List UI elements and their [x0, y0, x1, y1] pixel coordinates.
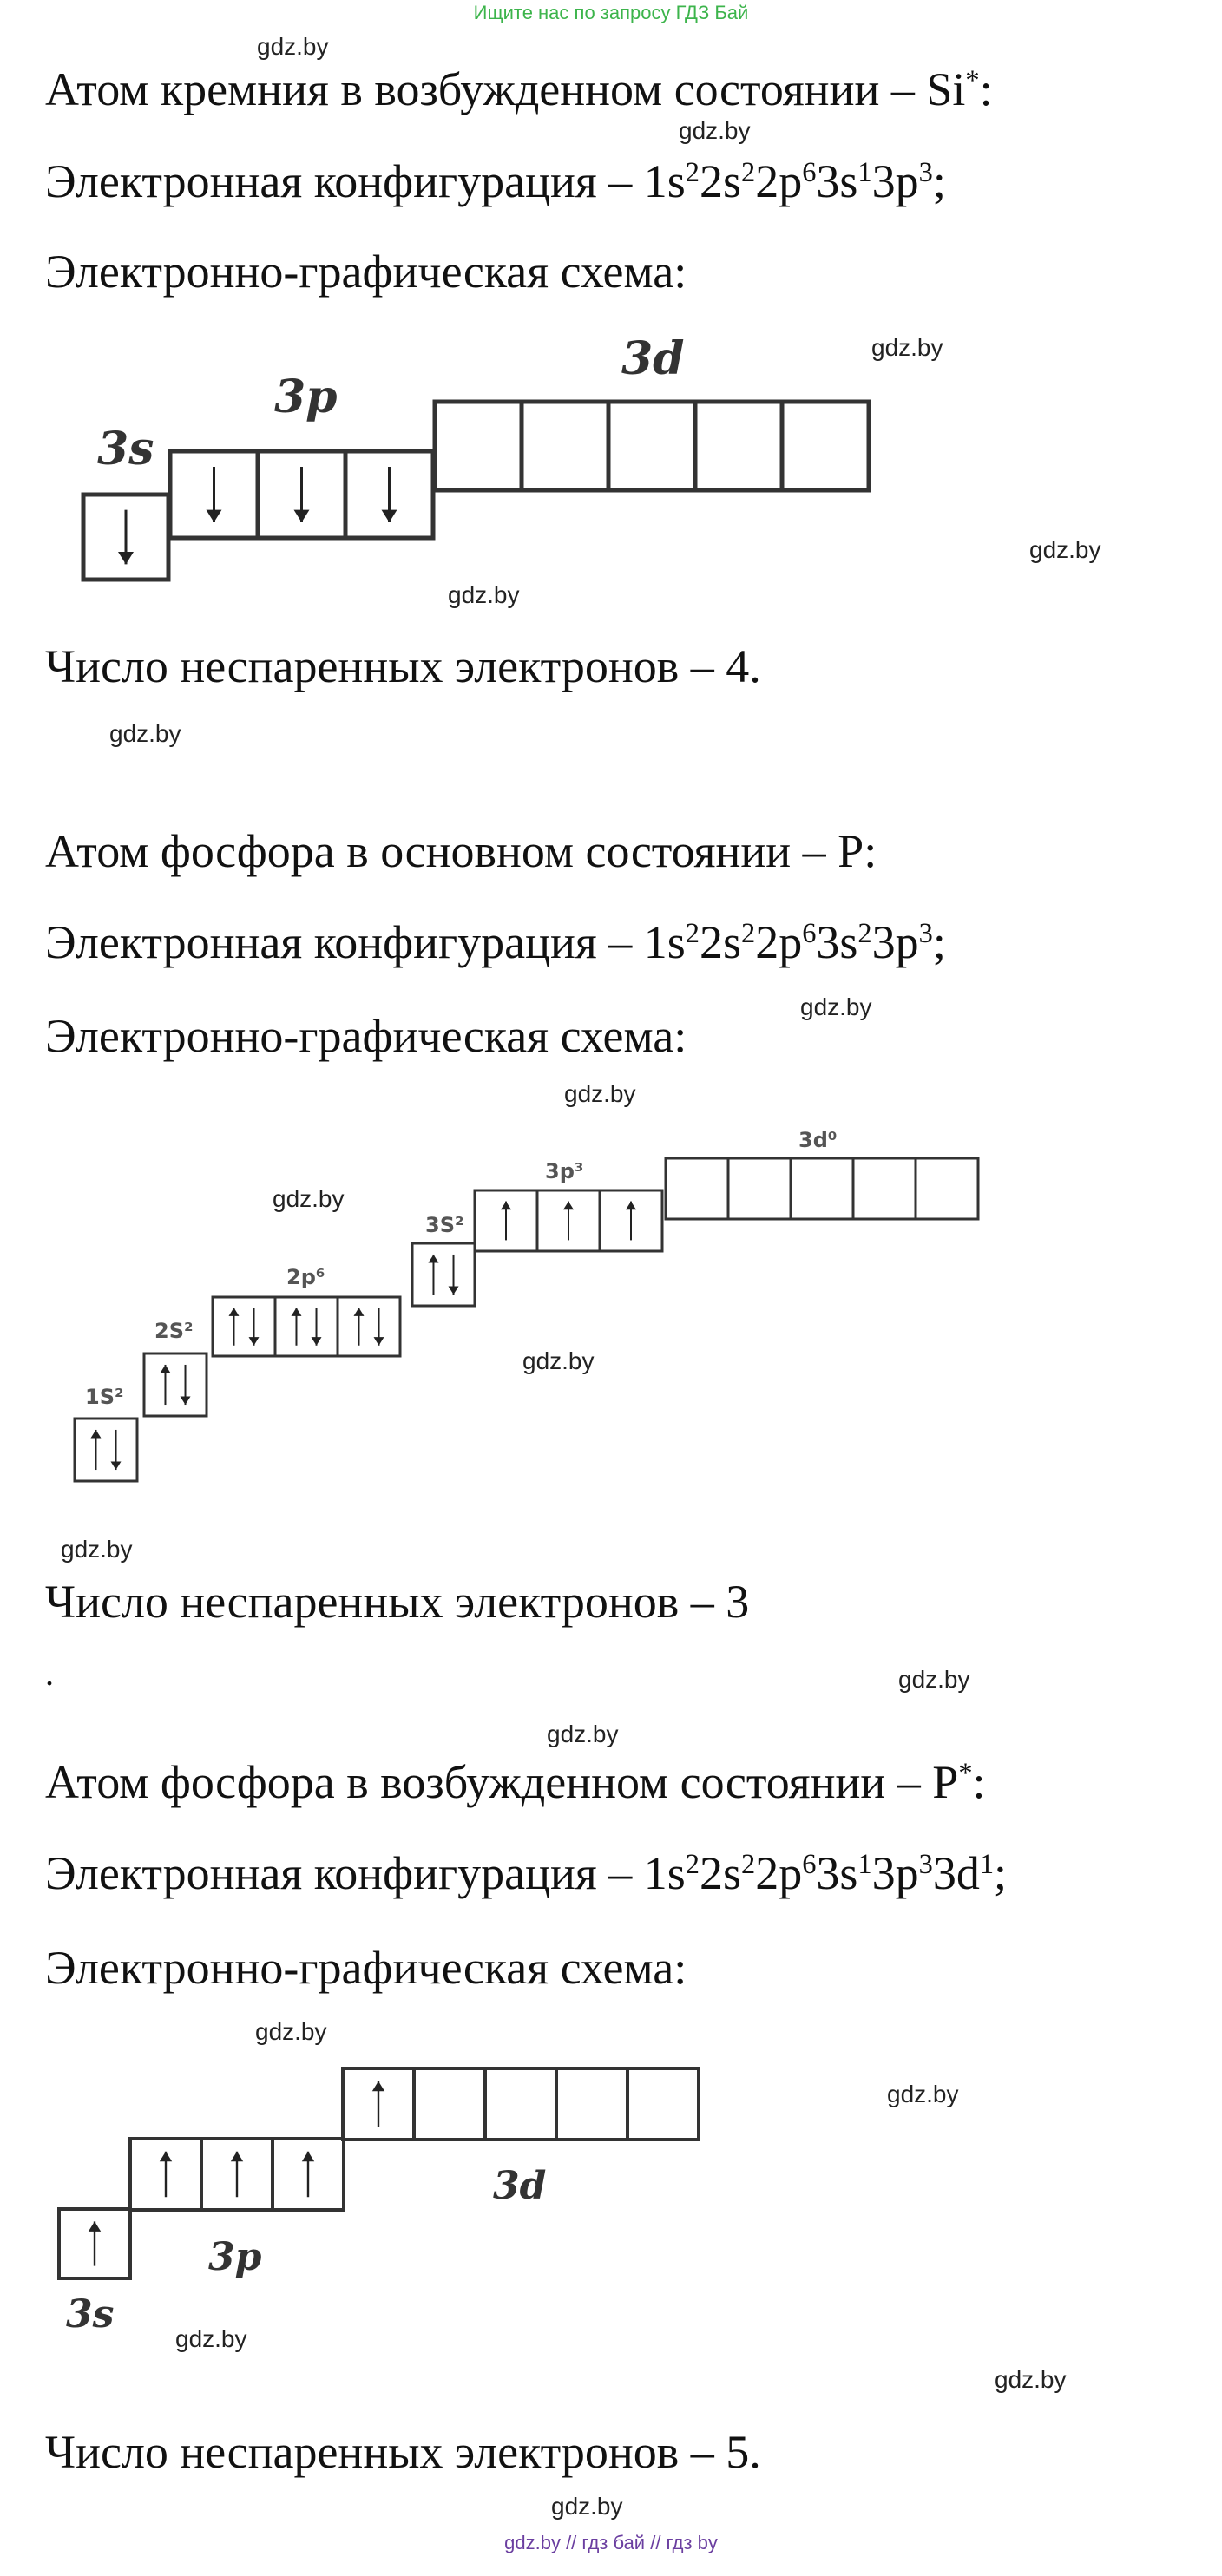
orbital-label-2p: 2p⁶: [286, 1265, 325, 1289]
orbital-cell-empty: [522, 402, 608, 490]
orbital-cell-empty: [435, 402, 522, 490]
watermark: gdz.by: [800, 993, 872, 1020]
orbital-cell-empty: [916, 1158, 978, 1219]
section3-orbital-diagram: [52, 2056, 712, 2351]
orbital-label-3p: 3p: [208, 2235, 262, 2279]
orbital-row-3d: [343, 2068, 699, 2140]
orbital-cell-updown: [338, 1297, 400, 1356]
orbital-label-3d: 3d⁰: [798, 1128, 838, 1152]
config-electron-count: 6: [802, 157, 817, 189]
orbital-cell-up: [537, 1190, 600, 1251]
config-orbital: 3s: [816, 155, 858, 207]
watermark: gdz.by: [898, 1666, 970, 1693]
orbital-label-3s: 3s: [97, 423, 154, 475]
watermark: gdz.by: [448, 581, 520, 608]
section3-unpaired: Число неспаренных электронов – 5.: [45, 2426, 761, 2478]
orbital-row-3s: [83, 495, 168, 580]
watermark: gdz.by: [887, 2081, 959, 2107]
config-electron-count: 2: [741, 1849, 756, 1881]
watermark: gdz.by: [871, 334, 943, 361]
orbital-cell-up: [201, 2139, 273, 2210]
orbital-label-3p: 3p³: [545, 1159, 584, 1183]
orbital-cell-up: [59, 2209, 130, 2278]
orbital-cell-down: [258, 451, 345, 538]
orbital-label-3d: 3d: [493, 2164, 547, 2208]
orbital-row-3p: [170, 451, 433, 538]
config-electron-count: 3: [918, 1849, 933, 1881]
orbital-cell-empty: [695, 402, 782, 490]
orbital-row-3s: [412, 1243, 475, 1306]
config-orbital: 2s: [699, 916, 741, 968]
config-orbital: 2s: [699, 155, 741, 207]
config-electron-count: 2: [857, 918, 872, 950]
config-orbital: 2s: [699, 1847, 741, 1899]
orbital-cell-updown: [213, 1297, 275, 1356]
config-orbital: 3s: [816, 1847, 858, 1899]
orbital-cell-empty: [608, 402, 695, 490]
orbital-cell-down: [83, 495, 168, 580]
orbital-cell-updown: [275, 1297, 338, 1356]
section1-config: Электронная конфигурация – $1s^22s^22p^63s^13p^3$;: [45, 155, 946, 207]
section3-config: Электронная конфигурация – $1s^22s^22p^63s^13p^33d^1$;: [45, 1847, 1008, 1899]
section2-unpaired: Число неспаренных электронов – 3: [45, 1576, 750, 1628]
section2-scheme-label: Электронно-графическая схема:: [45, 1010, 687, 1062]
section1-unpaired: Число неспаренных электронов – 4.: [45, 640, 761, 692]
section2-title: Атом фосфора в основном состоянии – P:: [45, 825, 877, 877]
config-orbital: 3p: [871, 916, 919, 968]
orbital-cell-empty: [782, 402, 869, 490]
orbital-row-3s: [59, 2209, 130, 2278]
config-electron-count: 2: [685, 1849, 700, 1881]
config-orbital: 1s: [643, 1847, 686, 1899]
config-electron-count: 6: [802, 918, 817, 950]
orbital-cell-updown: [75, 1419, 137, 1481]
section2-config: Электронная конфигурация – $1s^22s^22p^63s^23p^3$;: [45, 916, 946, 968]
watermark: gdz.by: [255, 2018, 327, 2045]
orbital-label-3p: 3p: [274, 370, 338, 423]
config-orbital: 1s: [643, 916, 686, 968]
watermark: gdz.by: [109, 720, 181, 747]
orbital-cell-empty: [414, 2068, 485, 2140]
orbital-cell-empty: [556, 2068, 627, 2140]
watermark: gdz.by: [273, 1185, 345, 1212]
orbital-cell-empty: [666, 1158, 728, 1219]
watermark: gdz.by: [257, 33, 329, 60]
watermark: gdz.by: [522, 1347, 595, 1374]
watermark: gdz.by: [61, 1536, 133, 1563]
orbital-cell-up: [343, 2068, 414, 2140]
config-electron-count: 2: [741, 918, 756, 950]
orbital-cell-updown: [144, 1354, 207, 1416]
orbital-label-2s: 2S²: [154, 1319, 194, 1343]
watermark: gdz.by: [1029, 536, 1101, 563]
orbital-row-1s: [75, 1419, 137, 1481]
orbital-cell-up: [273, 2139, 344, 2210]
config-orbital: 3d: [932, 1847, 980, 1899]
orbital-label-1s: 1S²: [85, 1385, 124, 1409]
orbital-cell-updown: [412, 1243, 475, 1306]
config-orbital: 2p: [755, 155, 803, 207]
config-orbital: 1s: [643, 155, 686, 207]
config-electron-count: 1: [857, 1849, 872, 1881]
watermark: gdz.by: [547, 1721, 619, 1747]
orbital-label-3s: 3s: [66, 2292, 115, 2337]
orbital-row-3d: [666, 1158, 978, 1219]
orbital-row-3p: [475, 1190, 662, 1251]
orbital-cell-empty: [627, 2068, 699, 2140]
orbital-cell-up: [130, 2139, 201, 2210]
section1-title: Атом кремния в возбужденном состоянии – Si*:: [45, 63, 993, 115]
watermark: gdz.by: [175, 2325, 247, 2352]
config-electron-count: 3: [918, 918, 933, 950]
config-electron-count: 2: [741, 157, 756, 189]
orbital-cell-up: [600, 1190, 662, 1251]
config-electron-count: 3: [918, 157, 933, 189]
search-hint-link[interactable]: Ищите нас по запросу ГДЗ Бай: [473, 2, 749, 23]
orbital-label-3s: 3S²: [425, 1213, 464, 1237]
config-electron-count: 2: [685, 157, 700, 189]
config-orbital: 3p: [871, 1847, 919, 1899]
watermark: gdz.by: [679, 117, 751, 144]
orbital-row-3d: [435, 402, 869, 490]
watermark: gdz.by: [564, 1080, 636, 1107]
section3-title: Атом фосфора в возбужденном состоянии – P*:: [45, 1756, 986, 1808]
orbital-row-2s: [144, 1354, 207, 1416]
orbital-cell-empty: [791, 1158, 853, 1219]
orbital-cell-empty: [853, 1158, 916, 1219]
orbital-cell-empty: [728, 1158, 791, 1219]
config-electron-count: 2: [685, 918, 700, 950]
config-orbital: 3s: [816, 916, 858, 968]
orbital-row-3p: [130, 2139, 344, 2210]
config-orbital: 3p: [871, 155, 919, 207]
watermark: gdz.by: [551, 2493, 623, 2520]
orbital-cell-down: [345, 451, 433, 538]
orbital-cell-down: [170, 451, 258, 538]
config-electron-count: 6: [802, 1849, 817, 1881]
orbital-cell-up: [475, 1190, 537, 1251]
section3-scheme-label: Электронно-графическая схема:: [45, 1942, 687, 1994]
config-orbital: 2p: [755, 1847, 803, 1899]
orbital-cell-empty: [485, 2068, 556, 2140]
config-electron-count: 1: [979, 1849, 995, 1881]
config-electron-count: 1: [857, 157, 872, 189]
section1-scheme-label: Электронно-графическая схема:: [45, 246, 687, 298]
watermark: gdz.by: [995, 2366, 1067, 2393]
config-orbital: 2p: [755, 916, 803, 968]
orbital-label-3d: 3d: [621, 332, 685, 385]
footer-links[interactable]: gdz.by // гдз бай // гдз by: [504, 2532, 718, 2553]
section2-orbital-diagram: [52, 1111, 989, 1501]
stray-dot: .: [45, 1654, 54, 1693]
section1-orbital-diagram: [75, 334, 890, 586]
orbital-row-2p: [213, 1297, 400, 1356]
